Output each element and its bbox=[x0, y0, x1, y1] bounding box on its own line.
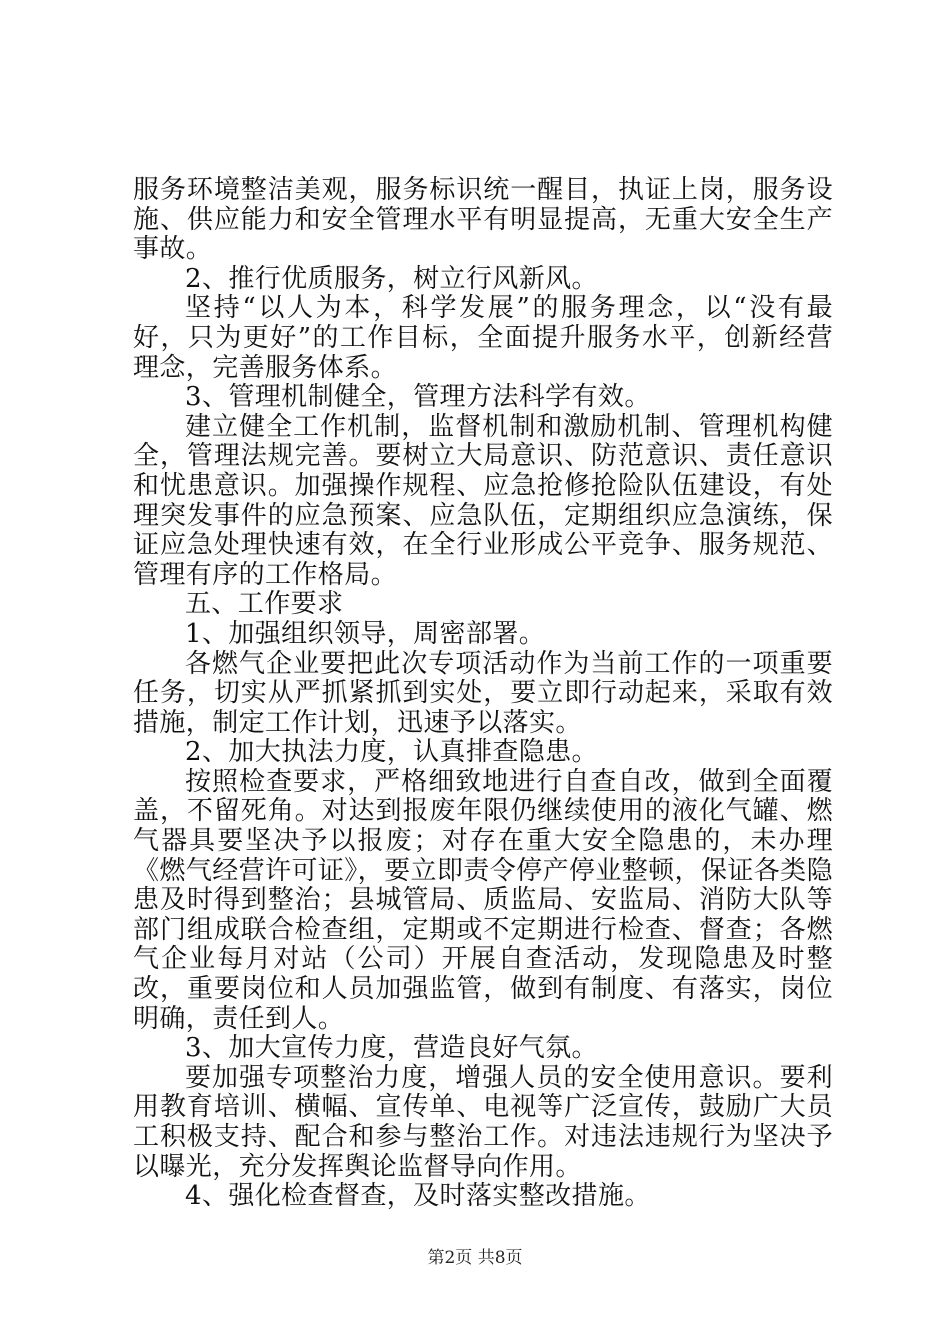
paragraph: 按照检查要求，严格细致地进行自查自改，做到全面覆盖，不留死角。对达到报废年限仍继续使用的液化气罐、燃气器具要坚决予以报废；对存在重大安全隐患的，未办理《燃气经营许可证》，要立即责令停产停业整顿，保证各类隐患及时得到整治；县城管局、质监局、安监局、消防大队等部门组成联合检查组，定期或不定期进行检查、督查；各燃气企业每月对站（公司）开展自查活动，发现隐患及时整改，重要岗位和人员加强监管，做到有制度、有落实，岗位明确，责任到人。 bbox=[133, 766, 833, 1034]
section-heading: 4、强化检查督查，及时落实整改措施。 bbox=[185, 1181, 651, 1212]
section-heading: 3、加大宣传力度，营造良好气氛。 bbox=[185, 1033, 598, 1064]
page-number-footer: 第2页 共8页 bbox=[427, 1248, 523, 1268]
section-heading: 2、推行优质服务，树立行风新风。 bbox=[185, 263, 598, 294]
paragraph: 要加强专项整治力度，增强人员的安全使用意识。要利用教育培训、横幅、宣传单、电视等广泛宣传，鼓励广大员工积极支持、配合和参与整治工作。对违法违规行为坚决予以曝光，充分发挥舆论监督导向作用。 bbox=[133, 1062, 833, 1182]
paragraph: 坚持“以人为本，科学发展”的服务理念，以“没有最好，只为更好”的工作目标，全面提升服务水平，创新经营理念，完善服务体系。 bbox=[133, 293, 833, 383]
paragraph: 各燃气企业要把此次专项活动作为当前工作的一项重要任务，切实从严抓紧抓到实处，要立即行动起来，采取有效措施，制定工作计划，迅速予以落实。 bbox=[133, 648, 833, 738]
paragraph: 服务环境整洁美观，服务标识统一醒目，执证上岗，服务设施、供应能力和安全管理水平有明显提高，无重大安全生产事故。 bbox=[133, 175, 833, 265]
section-heading: 2、加大执法力度，认真排查隐患。 bbox=[185, 737, 598, 768]
document-body bbox=[133, 176, 833, 1212]
section-heading: 3、管理机制健全，管理方法科学有效。 bbox=[185, 382, 651, 413]
chapter-heading: 五、工作要求 bbox=[185, 589, 344, 620]
section-heading: 1、加强组织领导，周密部署。 bbox=[185, 618, 546, 649]
paragraph: 建立健全工作机制，监督机制和激励机制、管理机构健全，管理法规完善。要树立大局意识、防范意识、责任意识和忧患意识。加强操作规程、应急抢修抢险队伍建设，有处理突发事件的应急预案、应急队伍，定期组织应急演练，保证应急处理快速有效，在全行业形成公平竞争、服务规范、管理有序的工作格局。 bbox=[133, 411, 833, 590]
